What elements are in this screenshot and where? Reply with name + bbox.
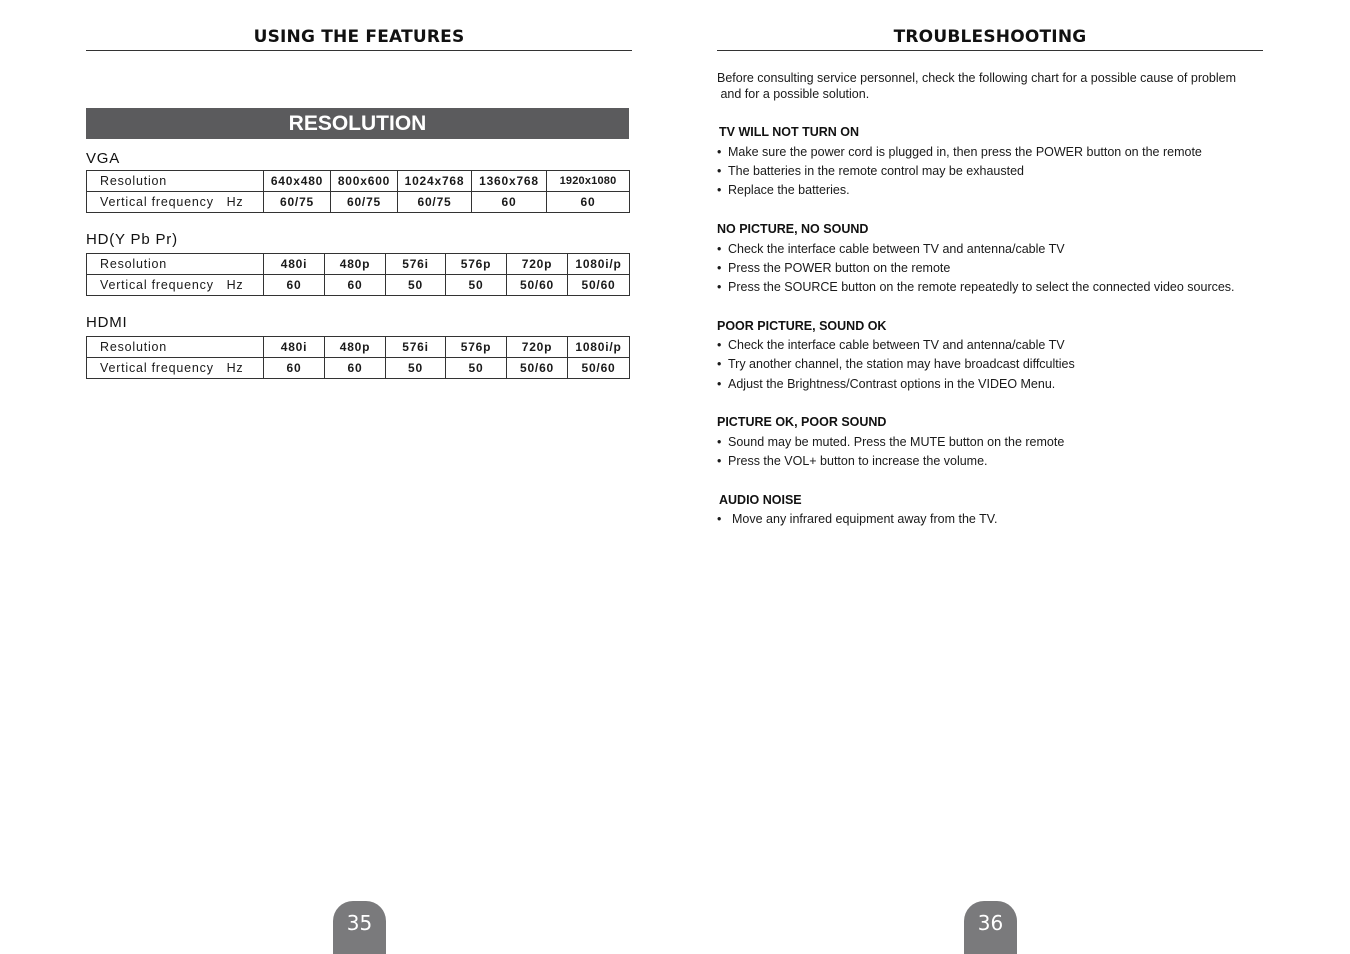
- table-cell: 50/60: [507, 275, 568, 296]
- table-cell: 576i: [386, 254, 446, 275]
- table-cell: 50/60: [507, 358, 568, 379]
- hd-table: [86, 253, 630, 296]
- section-title-audio-noise: AUDIO NOISE: [719, 493, 802, 507]
- bullet: •: [717, 145, 722, 159]
- bullet: •: [717, 377, 722, 391]
- row-label-resolution: Resolution: [87, 171, 264, 192]
- list-item: [717, 145, 1202, 159]
- bullet: •: [717, 242, 722, 256]
- list-item: [717, 261, 950, 275]
- page-number-35: 35: [333, 901, 386, 954]
- row-label-vertical-frequency: Vertical frequency Hz: [87, 358, 264, 379]
- table-cell: 1024x768: [398, 171, 472, 192]
- row-label-vertical-frequency: Vertical frequency Hz: [87, 192, 264, 213]
- table-cell: 60/75: [264, 192, 331, 213]
- list-item-text: Check the interface cable between TV and antenna/cable TV: [728, 338, 1065, 352]
- table-row: [87, 358, 630, 379]
- bullet: •: [717, 338, 722, 352]
- table-cell: 576i: [386, 337, 446, 358]
- table-cell: 60/75: [331, 192, 398, 213]
- table-cell: 50: [446, 275, 507, 296]
- table-row: [87, 275, 630, 296]
- table-cell: 480i: [264, 254, 325, 275]
- bullet: •: [717, 261, 722, 275]
- table-cell: 640x480: [264, 171, 331, 192]
- bullet: •: [717, 357, 722, 371]
- list-item: [717, 512, 997, 526]
- page-title-using-the-features: USING THE FEATURES: [86, 24, 632, 51]
- table-cell: 50/60: [568, 275, 630, 296]
- list-item-text: Try another channel, the station may have broadcast diffculties: [728, 357, 1075, 371]
- page-number-36: 36: [964, 901, 1017, 954]
- bullet: •: [717, 280, 722, 294]
- table-cell: 60: [325, 358, 386, 379]
- section-title-picture-ok-poor-sound: PICTURE OK, POOR SOUND: [717, 415, 887, 429]
- table-cell: 60: [472, 192, 547, 213]
- table-row: [87, 192, 630, 213]
- table-cell: 50/60: [568, 358, 630, 379]
- list-item-text: Press the SOURCE button on the remote repeatedly to select the connected video sources.: [728, 280, 1235, 294]
- list-item: [717, 164, 1024, 178]
- list-item: [717, 280, 1235, 294]
- table-cell: 480p: [325, 254, 386, 275]
- bullet: •: [717, 454, 722, 468]
- list-item-text: Move any infrared equipment away from the TV.: [732, 512, 998, 526]
- list-item: [717, 454, 988, 468]
- list-item-text: The batteries in the remote control may be exhausted: [728, 164, 1024, 178]
- table-cell: 480p: [325, 337, 386, 358]
- bullet: •: [717, 512, 722, 526]
- hdmi-label: HDMI: [86, 314, 128, 331]
- list-item-text: Adjust the Brightness/Contrast options in the VIDEO Menu.: [728, 377, 1056, 391]
- list-item: [717, 338, 1065, 352]
- table-row: [87, 254, 630, 275]
- table-cell: 60: [264, 275, 325, 296]
- table-cell: 50: [386, 275, 446, 296]
- list-item-text: Replace the batteries.: [728, 183, 850, 197]
- table-cell: 60/75: [398, 192, 472, 213]
- table-cell: 60: [264, 358, 325, 379]
- list-item-text: Make sure the power cord is plugged in, then press the POWER button on the remote: [728, 145, 1202, 159]
- row-label-resolution: Resolution: [87, 254, 264, 275]
- table-cell: 60: [547, 192, 630, 213]
- table-cell: 720p: [507, 337, 568, 358]
- list-item: [717, 435, 1064, 449]
- hd-label: HD(Y Pb Pr): [86, 231, 178, 248]
- intro-line: Before consulting service personnel, check the following chart for a possible cause of problem: [717, 71, 1237, 85]
- table-cell: 50: [386, 358, 446, 379]
- list-item: [717, 183, 850, 197]
- list-item-text: Press the POWER button on the remote: [728, 261, 951, 275]
- list-item: [717, 242, 1065, 256]
- intro-line: and for a possible solution.: [717, 87, 870, 101]
- table-cell: 50: [446, 358, 507, 379]
- list-item: [717, 357, 1075, 371]
- vga-label: VGA: [86, 150, 121, 167]
- resolution-banner: RESOLUTION: [86, 108, 629, 139]
- list-item-text: Press the VOL+ button to increase the volume.: [728, 454, 988, 468]
- section-title-no-picture-no-sound: NO PICTURE, NO SOUND: [717, 222, 869, 236]
- section-title-tv-will-not-turn-on: TV WILL NOT TURN ON: [719, 125, 860, 139]
- section-title-poor-picture-sound-ok: POOR PICTURE, SOUND OK: [717, 319, 887, 333]
- list-item: [717, 377, 1055, 391]
- table-row: [87, 171, 630, 192]
- intro-paragraph: [717, 70, 1277, 102]
- row-label-resolution: Resolution: [87, 337, 264, 358]
- list-item-text: Sound may be muted. Press the MUTE button on the remote: [728, 435, 1065, 449]
- table-cell: 60: [325, 275, 386, 296]
- bullet: •: [717, 435, 722, 449]
- table-cell: 1080i/p: [568, 254, 630, 275]
- vga-table: [86, 170, 630, 213]
- table-cell: 576p: [446, 254, 507, 275]
- bullet: •: [717, 164, 722, 178]
- table-row: [87, 337, 630, 358]
- table-cell: 1920x1080: [547, 171, 630, 192]
- table-cell: 800x600: [331, 171, 398, 192]
- table-cell: 720p: [507, 254, 568, 275]
- table-cell: 1360x768: [472, 171, 547, 192]
- page-title-troubleshooting: TROUBLESHOOTING: [717, 24, 1263, 51]
- hdmi-table: [86, 336, 630, 379]
- bullet: •: [717, 183, 722, 197]
- list-item-text: Check the interface cable between TV and antenna/cable TV: [728, 242, 1065, 256]
- table-cell: 1080i/p: [568, 337, 630, 358]
- table-cell: 480i: [264, 337, 325, 358]
- table-cell: 576p: [446, 337, 507, 358]
- row-label-vertical-frequency: Vertical frequency Hz: [87, 275, 264, 296]
